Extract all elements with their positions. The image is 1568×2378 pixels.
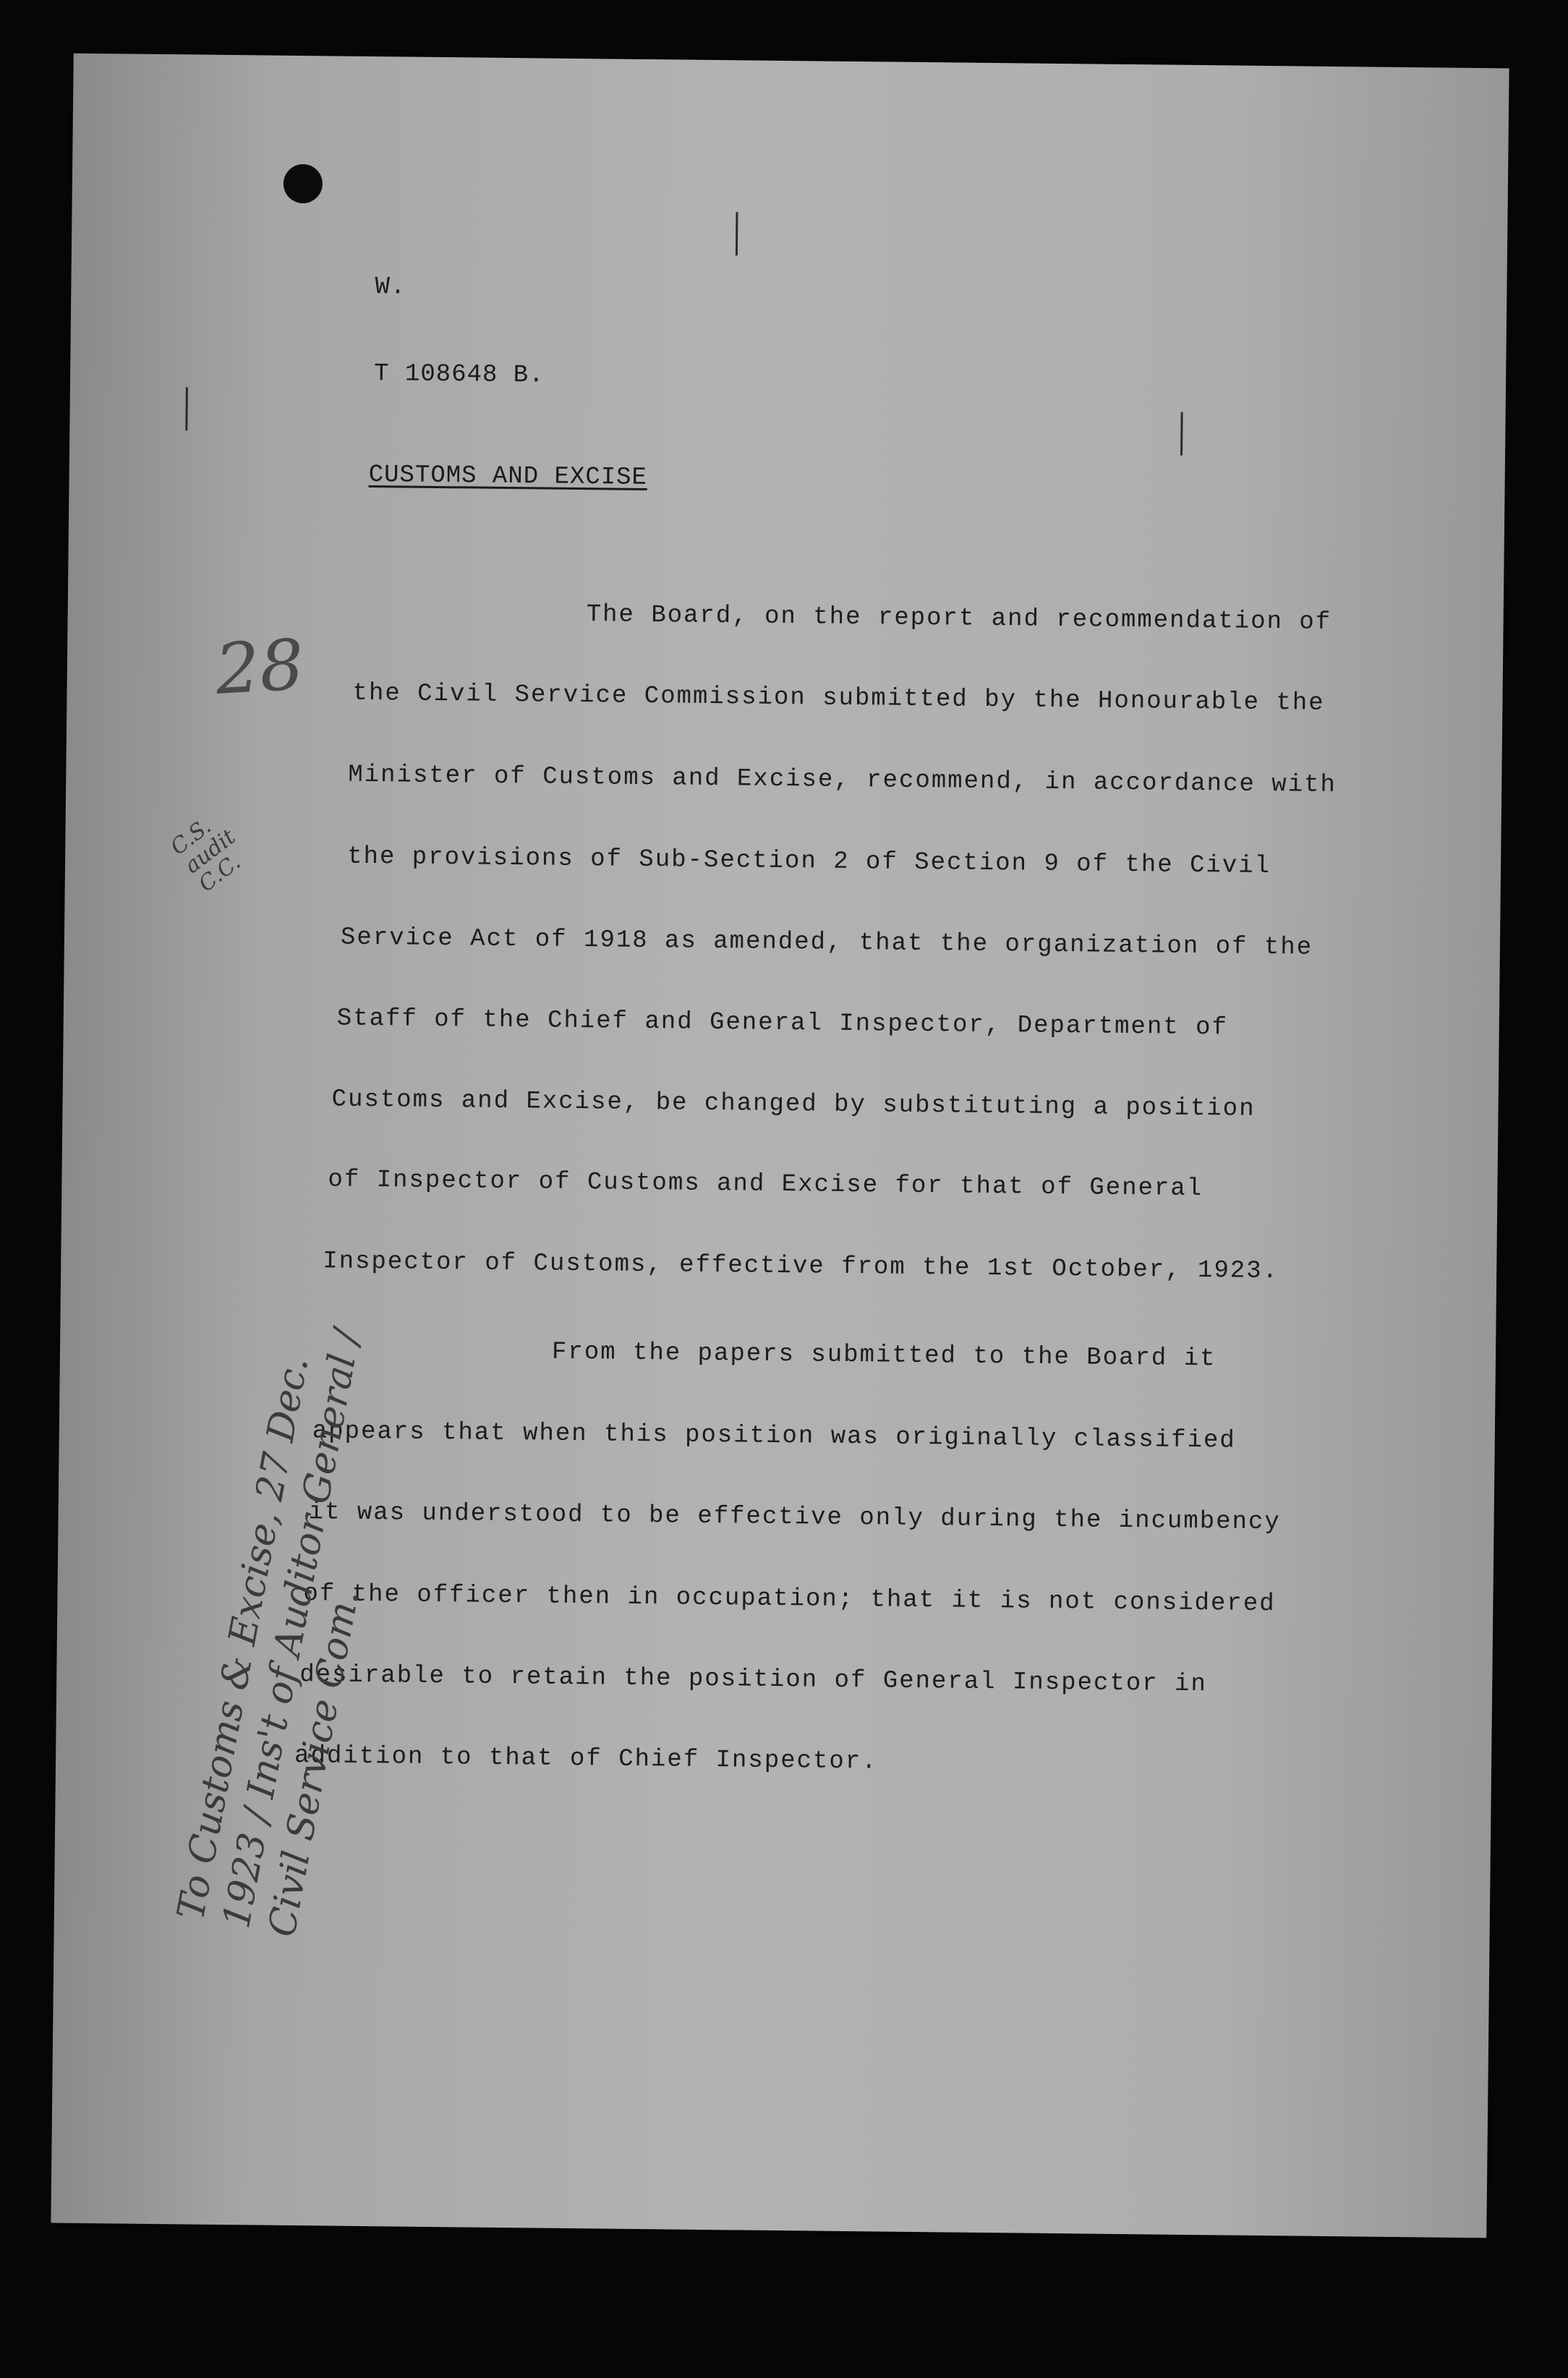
body-line: of the officer then in occupation; that it is not considered [303, 1580, 1276, 1619]
file-reference: T 108648 B. [373, 360, 545, 390]
body-line: Customs and Excise, be changed by substituting a position [331, 1086, 1256, 1123]
body-line: From the papers submitted to the Board it [551, 1338, 1217, 1373]
body-line: Staff of the Chief and General Inspector, Department of [336, 1005, 1229, 1042]
document-mark: W. [375, 273, 406, 302]
body-line: The Board, on the report and recommendation of [586, 601, 1332, 636]
scratch-mark [736, 212, 738, 255]
document-heading: CUSTOMS AND EXCISE [368, 461, 648, 493]
scratch-mark [185, 387, 188, 430]
document-page [51, 54, 1509, 2238]
scratch-mark [1180, 412, 1183, 456]
handwritten-margin-note: To Customs & Excise, 27 Dec. 1923 / Ins't of Auditor General / Civil Service Com. [169, 1326, 370, 1940]
body-line: desirable to retain the position of General Inspector in [299, 1661, 1208, 1699]
handwritten-number: 28 [213, 623, 307, 710]
punch-hole [284, 164, 323, 204]
body-line: Inspector of Customs, effective from the 1st October, 1923. [323, 1248, 1279, 1286]
handwritten-initials: C.S. audit C.C. [166, 814, 246, 898]
body-line: it was understood to be effective only during the incumbency [308, 1499, 1281, 1537]
body-line: addition to that of Chief Inspector. [294, 1742, 878, 1776]
body-line: appears that when this position was originally classified [312, 1418, 1236, 1455]
body-line: of Inspector of Customs and Excise for that of General [328, 1166, 1203, 1203]
body-line: the provisions of Sub-Section 2 of Section 9 of the Civil [346, 843, 1271, 881]
body-line: Minister of Customs and Excise, recommend, in accordance with [348, 761, 1337, 800]
body-line: Service Act of 1918 as amended, that the organization of the [340, 924, 1313, 962]
body-line: the Civil Service Commission submitted by the Honourable the [352, 679, 1325, 717]
